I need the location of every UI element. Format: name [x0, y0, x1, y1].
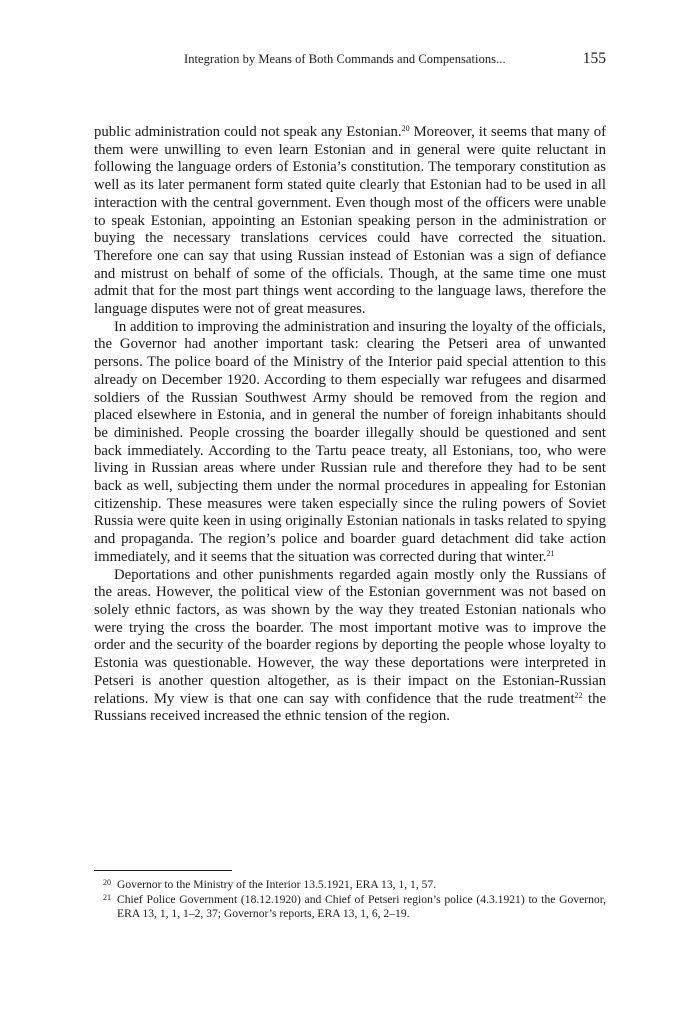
body-text [94, 124, 606, 726]
running-header [94, 50, 606, 70]
paragraph-3-text-a: Deportations and other punishments regarded again mostly only the Russians of the areas. However, the political view of the Estonian government was not based on solely ethnic factors, as was shown by the way they treated Estonian nationals who were trying the cross the boarder. The most important motive was to improve the order and the security of the boarder regions by deporting the people whose loyalty to Estonia was questionable. However, the way these deportations were interpreted in Petseri is another question altogether, as is their impact on the Estonian-Russian relations. My view is that one can say with confidence that the rude treatment [94, 566, 606, 707]
running-title: Integration by Means of Both Commands and Compensations... [184, 52, 506, 66]
footnotes [94, 878, 606, 922]
footnote-text: Governor to the Ministry of the Interior 13.5.1921, ERA 13, 1, 1, 57. [117, 878, 437, 891]
footnote-text: Chief Police Government (18.12.1920) and Chief of Petseri region’s police (4.3.1921) to the Governor, ERA 13, 1, 1, 1–2, 37; Governor’s reports, ERA 13, 1, 6, 2–19. [117, 892, 606, 921]
paragraph-2-text: In addition to improving the administration and insuring the loyalty of the officials, the Governor had another important task: clearing the Petseri area of unwanted persons. The police board of the Ministry of the Interior paid special attention to this already on December 1920. According to them especially war refugees and disarmed soldiers of the Russian Southwest Army should be removed from the region and placed elsewhere in Estonia, and in general the number of foreign inhabitants should be diminished. People crossing the boarder illegally should be questioned and sent back immediately. According to the Tartu peace treaty, all Estonians, too, who were living in Russian areas where under Russian rule and therefore they had to be sent back as well, subjecting them under the normal procedures in appealing for Estonian citizenship. These measures were taken especially since the ruling powers of Soviet Russia were quite keen in using originally Estonian nationals in tasks related to spying and propaganda. The region’s police and boarder guard detachment did take action immediately, and it seems that the situation was corrected during that winter. [94, 318, 606, 565]
page-number: 155 [582, 50, 606, 67]
paragraph-2 [94, 319, 606, 567]
paragraph-3 [94, 567, 606, 726]
paragraph-1-text-b: Moreover, it seems that many of them were unwilling to even learn Estonian and in general were quite reluctant in following the language orders of Estonia’s constitution. The temporary constitution as well as its later permanent form stated quite clearly that Estonian had to be used in all interaction with the central government. Even though most of the officers were unable to speak Estonian, appointing an Estonian speaking person in the administration or buying the necessary translations cervices could have corrected the situation. Therefore one can say that using Russian instead of Estonian was a sign of defiance and mistrust on behalf of some of the officials. Though, at the same time one must admit that for the most part things went according to the language laws, therefore the language disputes were not of great measures. [94, 124, 606, 318]
footnote-separator [94, 870, 232, 871]
paragraph-1-text-a: public administration could not speak any Estonian. [94, 124, 402, 140]
footnote-20 [94, 878, 606, 893]
footnote-ref-21: 21 [546, 548, 555, 558]
footnote-21 [94, 893, 606, 922]
footnote-ref-20: 20 [401, 124, 410, 133]
footnote-ref-22: 22 [574, 690, 583, 700]
paragraph-3-text-b: the Russians received increased the ethnic tension of the region. [94, 690, 606, 725]
footnote-mark: 20 [103, 878, 111, 887]
paragraph-1 [94, 124, 606, 319]
footnote-mark: 21 [103, 892, 111, 902]
